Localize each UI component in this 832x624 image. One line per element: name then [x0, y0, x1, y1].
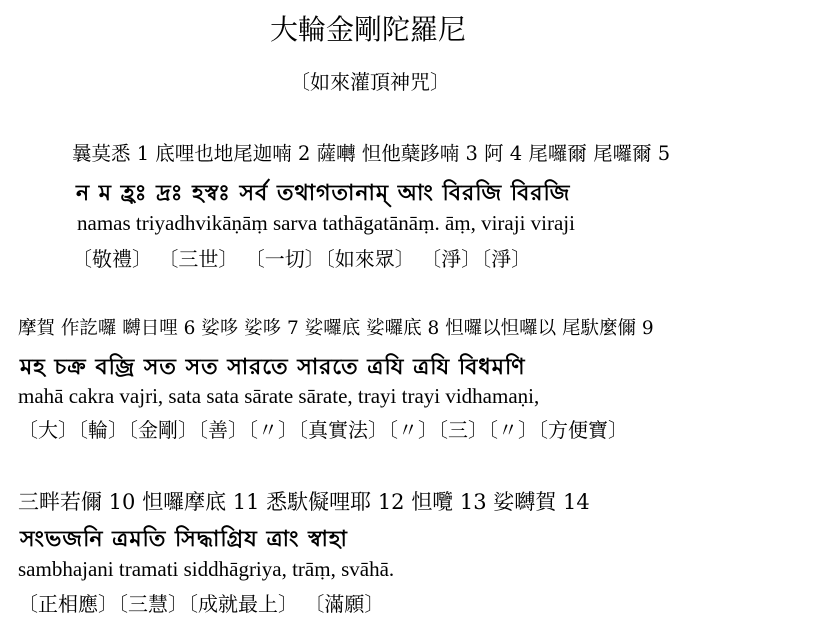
- siddham-line: ন ম হ্রঃ দ্রঃ হস্বঃ সর্ব তথাগতানাম্ আং বিরজি বিরজি: [76, 181, 571, 206]
- chinese-line: 摩賀 作訖囉 嚩日哩 6 娑哆 娑哆 7 娑囉底 娑囉底 8 怛囉以怛囉以 尾馱麼儞 9: [18, 318, 654, 339]
- document-title: 大輪金剛陀羅尼: [270, 13, 467, 46]
- document-subtitle: 〔如來灌頂神咒〕: [290, 70, 450, 94]
- romanized-line: sambhajani tramati siddhāgriya, trāṃ, svāhā.: [18, 557, 395, 581]
- romanized-line: mahā cakra vajri, sata sata sārate sārate, trayi trayi vidhamaṇi,: [18, 384, 540, 408]
- romanized-line: namas triyadhvikāṇāṃ sarva tathāgatānāṃ. āṃ, viraji viraji: [77, 211, 575, 235]
- gloss-line: 〔大〕〔輪〕〔金剛〕〔善〕〔〃〕〔真實法〕〔〃〕〔三〕〔〃〕〔方便寶〕: [18, 418, 628, 442]
- gloss-line: 〔敬禮〕 〔三世〕 〔一切〕〔如來眾〕 〔淨〕〔淨〕: [72, 247, 532, 271]
- siddham-line: সংভজনি ত্রমতি সিদ্ধাগ্রিয ত্রাং স্বাহা: [20, 527, 348, 552]
- chinese-line: 曩莫悉 1 底哩也地尾迦喃 2 薩囀 怛他蘖跢喃 3 阿 4 尾囉爾 尾囉爾 5: [72, 142, 671, 165]
- siddham-line: মহ চক্র বজ্রি সত সত সারতে সারতে ত্রযি ত্রযি বিধমণি: [20, 355, 526, 380]
- chinese-line: 三畔若儞 10 怛囉摩底 11 悉馱儗哩耶 12 怛囕 13 娑嚩賀 14: [18, 490, 590, 514]
- gloss-line: 〔正相應〕〔三慧〕〔成就最上〕 〔滿願〕: [18, 592, 385, 616]
